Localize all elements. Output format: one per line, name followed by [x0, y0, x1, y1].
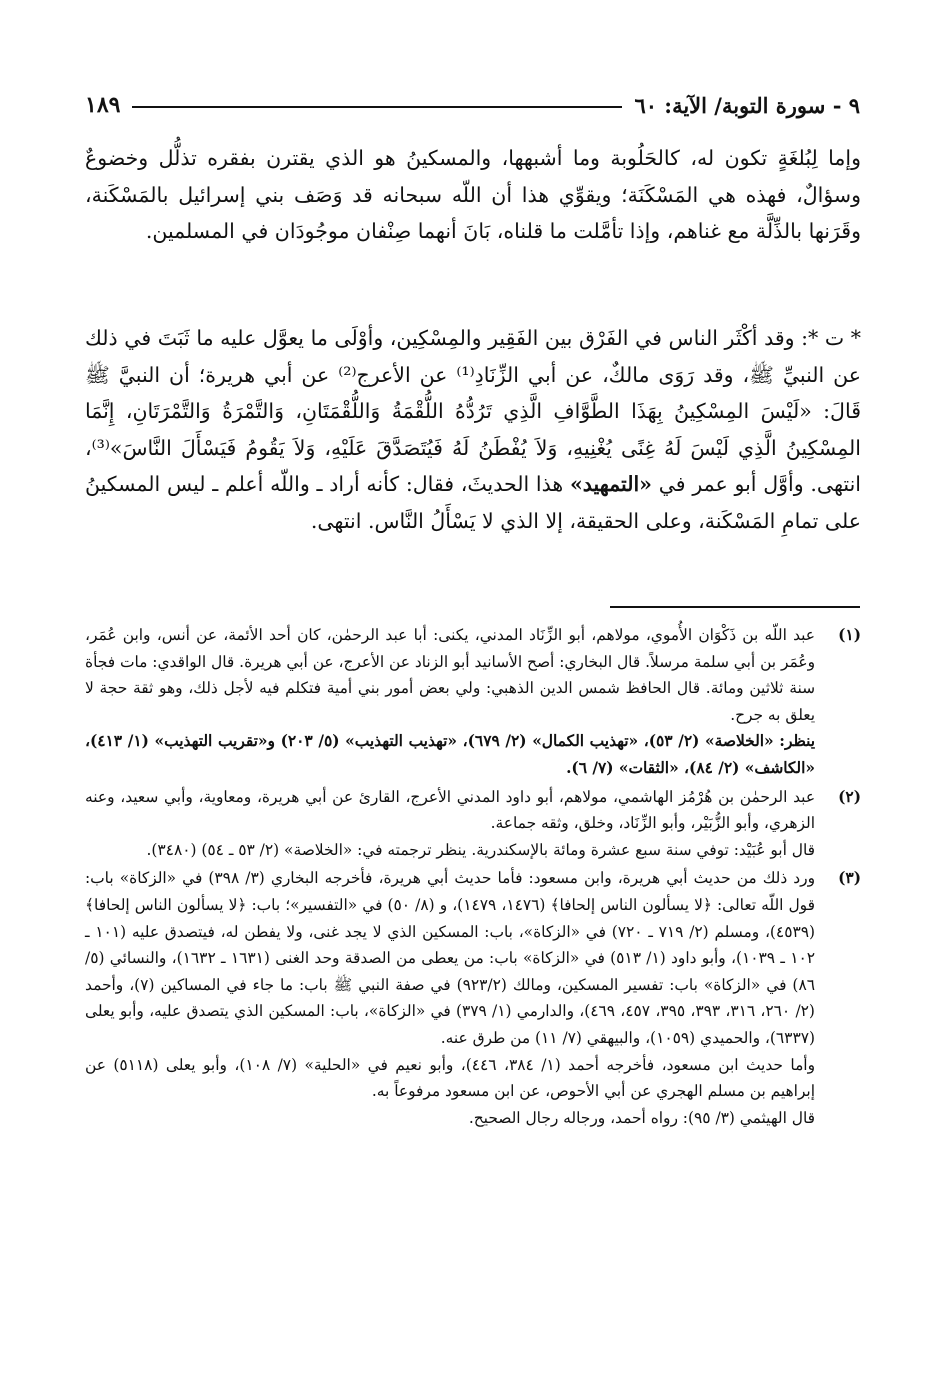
- header-rule: [132, 106, 622, 108]
- footnote-text: عبد اللّه بن ذَكْوَان الأُموي، مولاهم، أبو الزِّنَاد المدني، يكنى: أبا عبد الرحمٰن، كان أحد الأئمة، عن أنس، وابن عُمَر، وعُمَر بن أبي سلمة مرسلاً. قال البخاري: أصح الأسانيد أبو الزناد عن الأعرج، عن أبي هريرة. قال الواقدي: مات فجأة سنة ثلاثين ومائة. قال الحافظ شمس الدين الذهبي: ولي بعض أمور بني أمية فتكلم فيه لأجل ذلك، وهو ثقة حجة لا يعلق به جرح.: [85, 626, 815, 724]
- footnote-refs: وأما حديث ابن مسعود، فأخرجه أحمد (١/ ٣٨٤، ٤٤٦)، وأبو نعيم في «الحلية» (٧/ ١٠٨)، وأبو يعلى (٥١١٨) عن إبراهيم بن مسلم الهجري عن أبي الأحوص، عن ابن مسعود مرفوعاً به.: [85, 1055, 816, 1101]
- footnote-number: (٣): [838, 869, 861, 888]
- footnote-1: [85, 622, 861, 782]
- footnote-text: ورد ذلك من حديث أبي هريرة، وابن مسعود: فأما حديث أبي هريرة، فأخرجه البخاري (٣/ ٣٩٨) في «الزكاة» باب: قول اللّه تعالى: ﴿لا يسألون الناس إلحافا﴾ (١٤٧٦، ١٤٧٩)، و (٨/ ٥٠) في «التفسير»؛ باب: ﴿لا يسألون الناس إلحافا﴾ (٤٥٣٩)، ومسلم (٢/ ٧١٩ ـ ٧٢٠) في «الزكاة»، باب: المسكين الذي لا يجد غنى، ولا يفطن له، فيتصدق عليه (١٠١ ـ ١٠٢ ـ ١٠٣٩)، وأبو داود (١/ ٥١٣) في «الزكاة» باب: من يعطى من الصدقة وحد الغنى (١٦٣١ ـ ١٦٣٢)، والنسائي (٥/ ٨٦) في «الزكاة» باب: تفسير المسكين، ومالك (٩٢٣/٢) في صفة النبي ﷺ باب: ما جاء في المساكين (٧)، وأحمد (٢/ ٢٦٠، ٣١٦، ٣٩٣، ٣٩٥، ٤٥٧، ٤٦٩)، والدارمي (١/ ٣٧٩) في «الزكاة»، باب: المسكين الذي يتصدق عليه، وأبو يعلى (٦٣٣٧)، والحميدي (١٠٥٩)، والبيهقي (٧/ ١١) من طرق عنه.: [85, 869, 816, 1047]
- footnotes: [85, 622, 861, 1133]
- paragraph-2: [85, 320, 861, 539]
- paragraph-2-rest-a: ، انتهى. وأوَّل أبو عمر في: [85, 435, 861, 496]
- footnote-3: [85, 865, 861, 1131]
- paragraph-2-rest-b: هذا الحديثَ، فقال: كأنه أراد ـ واللّه أعلم ـ ليس المسكينُ على تمامِ المَسْكَنة، وعلى الحقيقة، إلا الذي لا يَسْأَلُ النَّاس. انتهى.: [85, 472, 861, 533]
- page-number: ١٨٩: [85, 92, 121, 118]
- footnote-text: عبد الرحمٰن بن هُرْمُز الهاشمي، مولاهم، أبو داود المدني الأعرج، القارئ عن أبي هريرة، ومعاوية، وأبي سعيد، وعنه الزهري، وأبو الزُّبَيْر، وأبو الزِّنَاد، وخلق، وثقه جماعة.: [85, 787, 815, 833]
- footnote-refs-2: قال الهيثمي (٣/ ٩٥): رواه أحمد، ورجاله رجال الصحيح.: [468, 1108, 815, 1127]
- footnote-2: [85, 784, 861, 864]
- footnote-refs: ينظر: «الخلاصة» (٢/ ٥٣)، «تهذيب الكمال» (٢/ ٦٧٩)، «تهذيب التهذيب» (٥/ ٢٠٣) و«تقريب التهذيب» (١/ ٤١٣)، «الكاشف» (٢/ ٨٤)، «الثقات» (٧/ ٦).: [85, 732, 816, 777]
- main-text: [85, 140, 861, 250]
- footnote-separator: [610, 606, 860, 608]
- footnote-body: [85, 622, 815, 782]
- paragraph-2-intro: * ت *: وقد أكْثَر الناس في الفَرْق بين الفَقِير والمِسْكِين، وأوْلَى ما يعوَّل عليه ما ثَبَتَ في ذلك عن النبيِّ ﷺ، وقد رَوَى مالكٌ، عن أبي الزِّنَادِ⁽¹⁾ عن الأعرج⁽²⁾ عن أبي هريرة؛ أن النبيَّ ﷺ قَالَ:: [85, 326, 861, 423]
- paragraph-1: وإما لِبُلغَةٍ تكون له، كالحَلُوبة وما أشبهها، والمسكينُ هو الذي يقترن بفقره تذلُّل وخضوعٌ وسؤالٌ، فهذه هي المَسْكَنَة؛ ويقوِّي هذا أن اللّه سبحانه قد وَصَف بني إسرائيل بالمَسْكَنة، وقَرَنها بالذِّلَّة مع غناهم، وإذا تأمَّلت ما قلناه، بَانَ أنهما صِنْفان موجُودَان في المسلمين.: [85, 146, 861, 243]
- running-header: [85, 88, 860, 122]
- book-title: «التمهيد»: [569, 472, 652, 496]
- footnote-number: (١): [838, 626, 861, 644]
- footnote-body: [85, 784, 815, 864]
- footnote-number: (٢): [838, 787, 861, 806]
- footnote-body: [85, 865, 815, 1131]
- header-title: ٩ - سورة التوبة/ الآية: ٦٠: [634, 92, 860, 118]
- hadith-text: «لَيْسَ المِسْكِينُ بِهَذَا الطَّوَّافِ الَّذِي تَرُدُّهُ اللُّقْمَةُ وَاللُّقْمَتَانِ، وَالتَّمْرَةُ وَالتَّمْرَتَانِ، إِنَّمَا المِسْكِينُ الَّذِي لَيْسَ لَهُ غِنًى يُغْنِيهِ، وَلاَ يُفْطَنُ لَهُ فَيُتَصَدَّقَ عَلَيْهِ، وَلاَ يَقُومُ فَيَسْأَلَ النَّاسَ»⁽³⁾: [85, 399, 861, 460]
- footnote-refs: قال أبو عُبَيْد: توفي سنة سبع عشرة ومائة بالإسكندرية. ينظر ترجمته في: «الخلاصة» (٢/ ٥٣ ـ ٥٤) (٣٤٨٠).: [146, 840, 815, 859]
